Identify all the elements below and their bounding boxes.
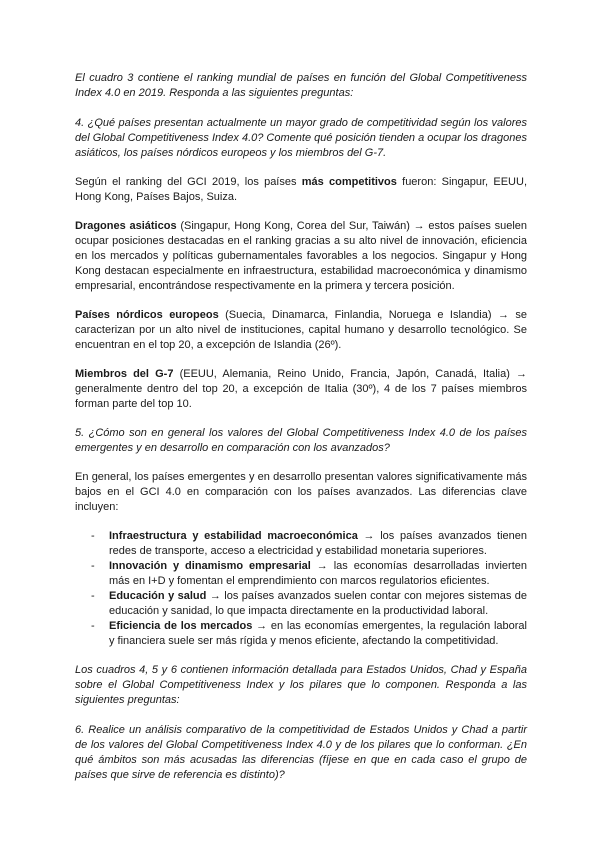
list-item-title: Infraestructura y estabilidad macroeconómica (109, 530, 358, 542)
list-dash: - (91, 590, 95, 602)
intro-paragraph-cuadros-4-5-6: Los cuadros 4, 5 y 6 contienen información detallada para Estados Unidos, Chad y España sobre el Global Competitiveness Index y los pilares que lo componen. Responda a las siguientes preguntas: (75, 664, 527, 706)
nordicos-paragraph (75, 308, 527, 353)
answer-4-post: fueron: Singapur, EEUU, Hong Kong, Países Bajos, Suiza. (75, 176, 527, 203)
g7-paragraph (75, 367, 527, 412)
nordicos-text: (Suecia, Dinamarca, Finlandia, Noruega e Islandia) → se caracterizan por un alto nivel de instituciones, capital humano y desarrollo tecnológico. Se encuentran en el top 20, a excepción de Islandia (26º). (75, 309, 527, 351)
list-dash: - (91, 530, 95, 542)
list-item-title: Eficiencia de los mercados (109, 620, 253, 632)
list-item-text: → los países avanzados tienen redes de transporte, acceso a electricidad y estabilidad monetaria superiores. (109, 530, 527, 557)
dragones-text: (Singapur, Hong Kong, Corea del Sur, Taiwán) → estos países suelen ocupar posiciones destacadas en el ranking gracias a su alto nivel de innovación, eficiencia en los mercados y políticas gubernamentales favorables a los negocios. Singapur y Hong Kong destacan especialmente en infraestructura, estabilidad macroeconómica y dinamismo empresarial, encontrándose respectivamente en la primera y tercera posición. (75, 220, 528, 292)
list-item-text: → las economías desarrolladas invierten más en I+D y fomentan el emprendimiento con marcos regulatorios eficientes. (109, 560, 527, 587)
question-5: 5. ¿Cómo son en general los valores del Global Competitiveness Index 4.0 de los países emergentes y en desarrollo en comparación con los avanzados? (75, 427, 527, 454)
list-item (75, 589, 527, 619)
list-item-title: Educación y salud (109, 590, 207, 602)
answer-4-pre: Según el ranking del GCI 2019, los países (75, 176, 302, 188)
dragones-paragraph (75, 219, 527, 294)
list-item-title: Innovación y dinamismo empresarial (109, 560, 311, 572)
answer-5-paragraph: En general, los países emergentes y en desarrollo presentan valores significativamente más bajos en el GCI 4.0 en comparación con los países avanzados. Las diferencias clave incluyen: (75, 471, 527, 513)
question-6: 6. Realice un análisis comparativo de la competitividad de Estados Unidos y Chad a partir de los valores del Global Competitiveness Index 4.0 y de los pilares que lo conforman. ¿En qué ámbitos son más acusadas las diferencias (fíjese en que en cada caso el grupo de países que sirve de referencia es distinto)? (75, 724, 527, 781)
list-item-text: → los países avanzados suelen contar con mejores sistemas de educación y sanidad, lo que impacta directamente en la productividad laboral. (109, 590, 527, 617)
g7-title: Miembros del G-7 (75, 368, 174, 380)
list-dash: - (91, 560, 95, 572)
list-item (75, 619, 527, 649)
dragones-title: Dragones asiáticos (75, 220, 177, 232)
answer-4-paragraph (75, 175, 527, 205)
document-body (75, 71, 527, 783)
g7-text: (EEUU, Alemania, Reino Unido, Francia, Japón, Canadá, Italia) → generalmente dentro del top 20, a excepción de Italia (30º), 4 de los 7 países miembros forman parte del top 10. (75, 368, 527, 410)
list-item (75, 529, 527, 559)
list-dash: - (91, 620, 95, 632)
nordicos-title: Países nórdicos europeos (75, 309, 219, 321)
differences-list (75, 529, 527, 649)
intro-paragraph-cuadro-3: El cuadro 3 contiene el ranking mundial de países en función del Global Competitiveness Index 4.0 en 2019. Responda a las siguientes preguntas: (75, 72, 527, 99)
list-item-text: → en las economías emergentes, la regulación laboral y financiera suele ser más rígida y menos eficiente, afectando la competitividad. (109, 620, 527, 647)
list-item (75, 559, 527, 589)
answer-4-bold: más competitivos (301, 176, 397, 188)
question-4: 4. ¿Qué países presentan actualmente un mayor grado de competitividad según los valores del Global Competitiveness Index 4.0? Comente qué posición tienden a ocupar los dragones asiáticos, los países nórdicos europeos y los miembros del G-7. (75, 117, 527, 159)
